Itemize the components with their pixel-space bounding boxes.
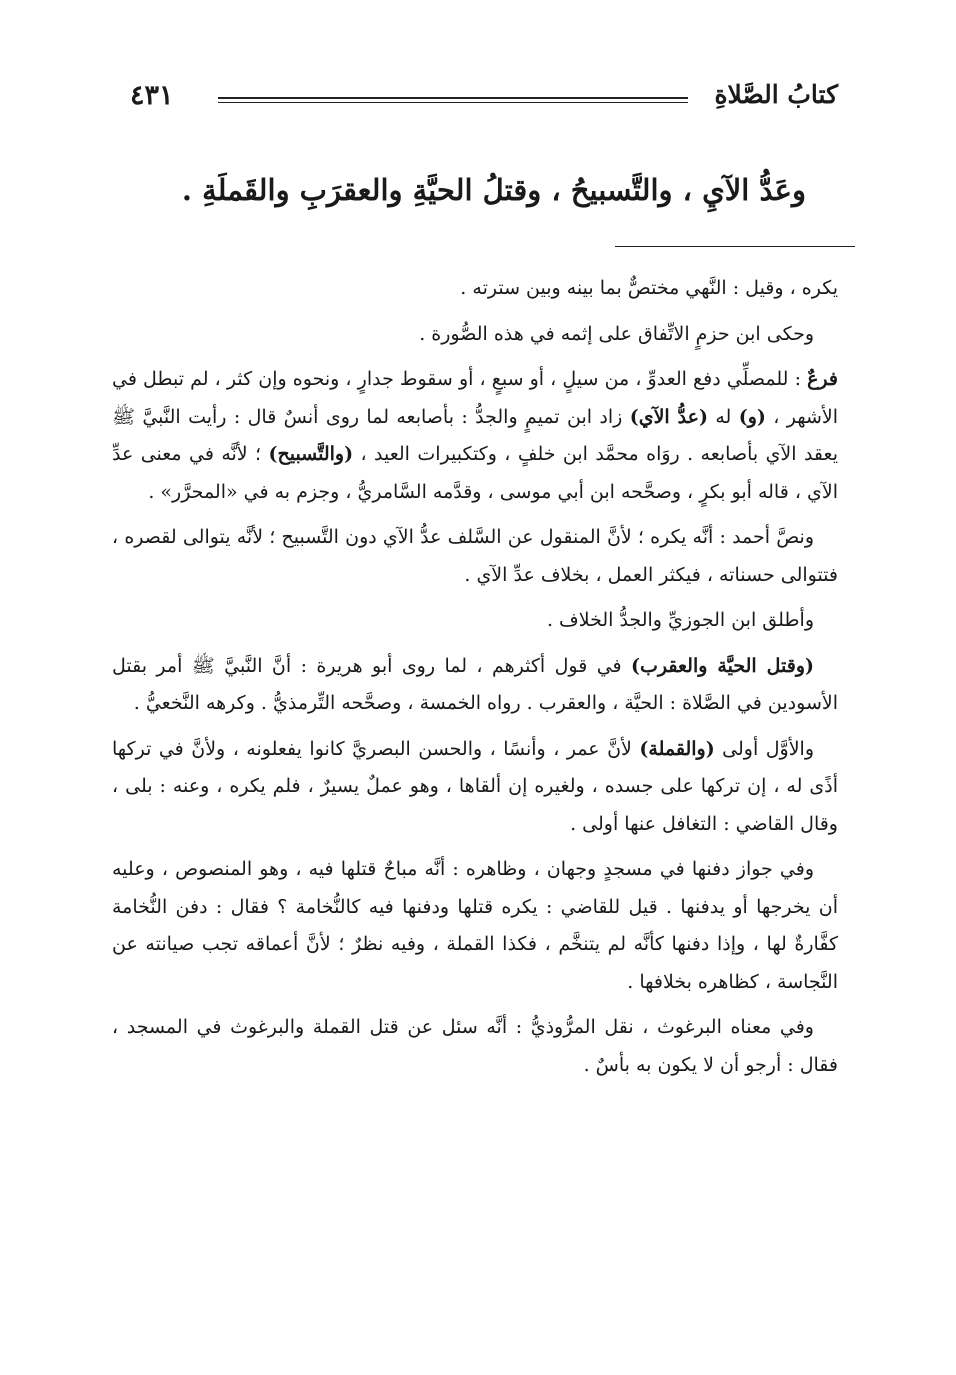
commentary-text: : للمصلِّي دفع العدوِّ ، من سيلٍ ، أو سبعٍ ، أو سقوط جدارٍ ، ونحوه وإن كثر ، لم تبطل في الأشهر ، [112, 368, 839, 428]
quoted-matn-term: (وقتل الحيَّة والعقرب) [631, 654, 815, 677]
commentary-paragraph [112, 519, 838, 594]
commentary-paragraph [112, 648, 838, 723]
commentary-text: يكره ، وقيل : النَّهي مختصٌّ بما بينه وبين سترته . [460, 277, 838, 299]
commentary-paragraph [112, 1009, 838, 1084]
commentary-text: والأوَّل أولى [714, 737, 814, 760]
commentary-text: ونصَّ أحمد : أنَّه يكره ؛ لأنَّ المنقول عن السَّلف عدُّ الآي دون التَّسبيح ؛ لأنَّه يتوالى لقصره ، فتتوالى حسناته ، فيكثر العمل ، بخلاف عدِّ الآي . [112, 526, 838, 586]
commentary-text: لأنَّ عمر ، وأنسًا ، والحسن البصريَّ كانوا يفعلونه ، ولأنَّ في تركها أذًى له ، إن تركها على جسده ، ولغيره إن ألقاها ، وهو عملٌ يسيرٌ ، فلم يكره ، وعنه : بلى ، وقال القاضي : التغافل عنها أولى . [112, 737, 838, 835]
running-title: كتابُ الصَّلاةِ [714, 80, 838, 109]
commentary-text: وحكى ابن حزمٍ الاتِّفاق على إثمه في هذه الصُّورة . [419, 322, 814, 345]
quoted-matn-term: (و) [738, 405, 766, 428]
commentary-paragraph [112, 316, 838, 354]
quoted-matn-term: (والتَّسبيح) [268, 443, 354, 465]
commentary-paragraph [112, 602, 838, 640]
commentary-body [112, 270, 838, 1084]
commentary-text: وأطلق ابن الجوزيِّ والجدُّ الخلاف . [546, 609, 814, 631]
commentary-text: في قول أكثرهم ، لما روى أبو هريرة : أنَّ النَّبيَّ ﷺ أمر بقتل الأسودين في الصَّلاة : الحيَّة ، والعقرب . رواه الخمسة ، وصحَّحه التِّرمذيُّ . وكرهه النَّخعيُّ . [112, 654, 838, 714]
quoted-matn-term: فرعٌ [807, 368, 838, 390]
quoted-matn-term: (والقملة) [639, 737, 715, 760]
commentary-paragraph [112, 270, 838, 308]
commentary-paragraph [112, 361, 838, 511]
commentary-text: زاد ابن تميمٍ والجدُّ : بأصابعه لما روى أنسٌ قال : رأيت النَّبيَّ ﷺ يعقد الآي بأصابعه . روَاه محمَّد ابن خلفٍ ، وكتكبيرات العيد ، [112, 405, 838, 465]
commentary-text: وفي معناه البرغوث ، نقل المرُّوذيُّ : أنَّه سئل عن قتل القملة والبرغوث في المسجد ، فقال : أرجو أن لا يكون به بأسٌ . [112, 1016, 838, 1076]
commentary-text: وفي جواز دفنها في مسجدٍ وجهان ، وظاهره : أنَّه مباحٌ قتلها فيه ، وهو المنصوص ، وعليه أن يخرجها أو يدفنها . قيل للقاضي : يكره قتلها ودفنها فيه كالنُّخامة ؟ فقال : دفن النُّخامة كفَّارةٌ لها ، وإذا دفنها كأنَّه لم يتنخَّم ، فكذا القملة ، وفيه نظرٌ ؛ لأنَّ أعماقه تجب صيانته عن النَّجاسة ، كظاهره بخلافها . [112, 858, 838, 993]
commentary-text: ؛ لأنَّه في معنى عدِّ الآي ، قاله أبو بكرٍ ، وصحَّحه ابن أبي موسى ، وقدَّمه السَّامريُّ ، وجزم به في «المحرَّر» . [112, 443, 838, 503]
quoted-matn-term: (عدُّ الآي) [629, 405, 708, 428]
commentary-paragraph [112, 731, 838, 844]
header-rule [218, 97, 688, 103]
matn-text: وعَدُّ الآيِ ، والتَّسبيحُ ، وقتلُ الحيَّةِ والعقرَبِ والقَملَةِ . [181, 173, 806, 207]
separator-line [615, 246, 855, 247]
commentary-text: له [707, 405, 739, 428]
page-header [130, 80, 838, 120]
commentary-paragraph [112, 851, 838, 1001]
page-number: ٤٣١ [130, 80, 174, 111]
